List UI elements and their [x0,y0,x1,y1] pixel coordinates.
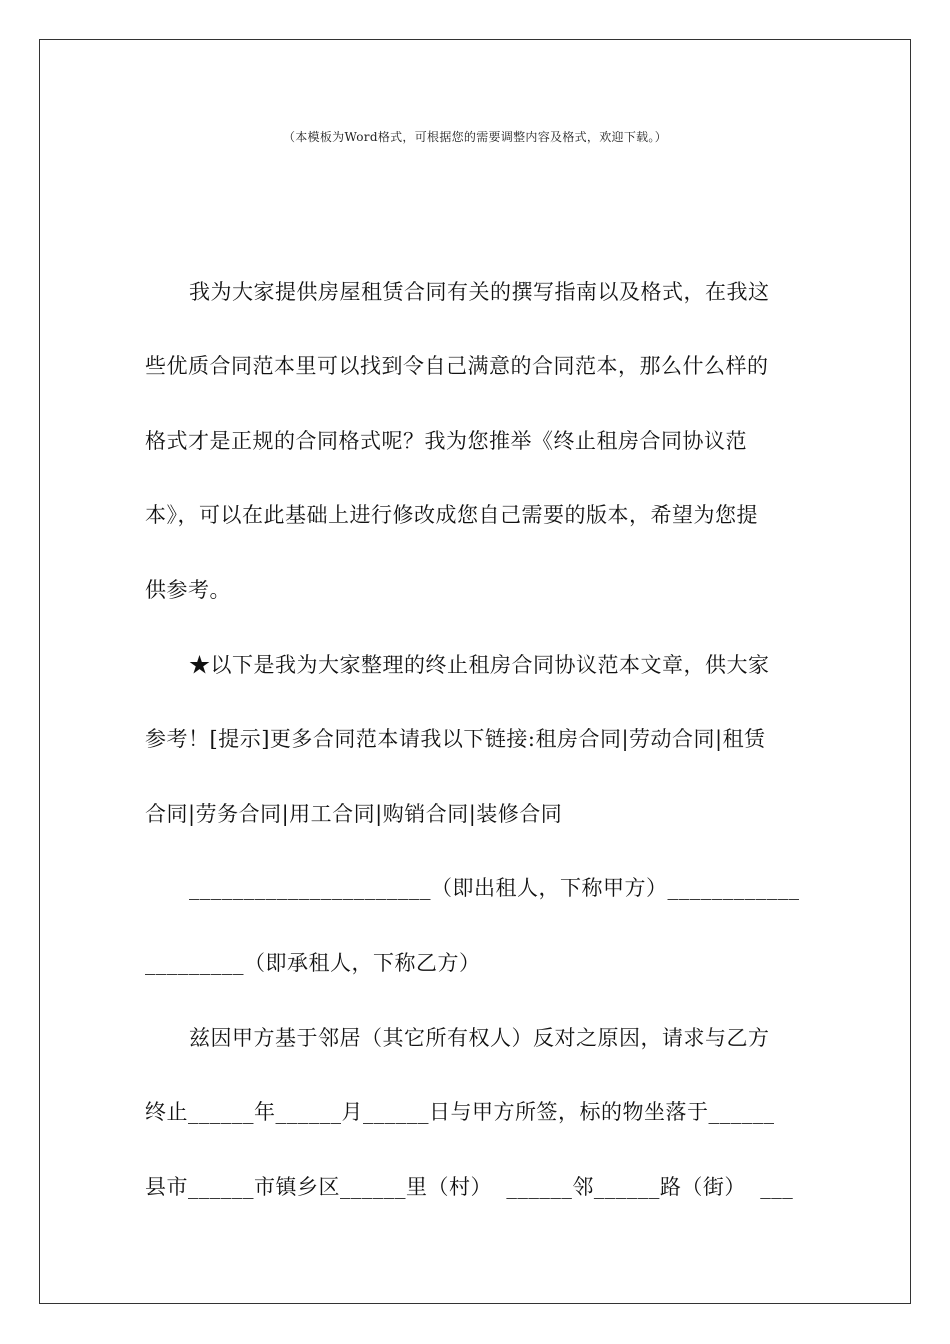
paragraph-line: 格式才是正规的合同格式呢？我为您推举《终止租房合同协议范 [145,429,747,453]
template-note: （本模板为Word格式，可根据您的需要调整内容及格式，欢迎下载。） [282,130,668,144]
paragraph-line: 我为大家提供房屋租赁合同有关的撰写指南以及格式，在我这 [189,280,770,304]
paragraph-line: ______________________（即出租人，下称甲方）____________ [189,876,800,900]
paragraph-line: _________（即承租人，下称乙方） [145,951,481,975]
paragraph-line: 县市______市镇乡区______里（村） ______邻______路（街） ___ [145,1175,794,1199]
paragraph-line: 合同|劳务合同|用工合同|购销合同|装修合同 [145,802,563,826]
paragraph-line: 参考！[提示]更多合同范本请我以下链接:租房合同|劳动合同|租赁 [145,727,766,751]
paragraph-line: ★以下是我为大家整理的终止租房合同协议范本文章，供大家 [189,653,770,677]
paragraph-line: 兹因甲方基于邻居（其它所有权人）反对之原因，请求与乙方 [189,1026,770,1050]
paragraph-line: 终止______年______月______日与甲方所签，标的物坐落于______ [145,1100,775,1124]
paragraph-line: 本》，可以在此基础上进行修改成您自己需要的版本，希望为您提 [145,503,758,527]
paragraph-line: 些优质合同范本里可以找到令自己满意的合同范本，那么什么样的 [145,354,769,378]
paragraph-line: 供参考。 [145,578,231,602]
